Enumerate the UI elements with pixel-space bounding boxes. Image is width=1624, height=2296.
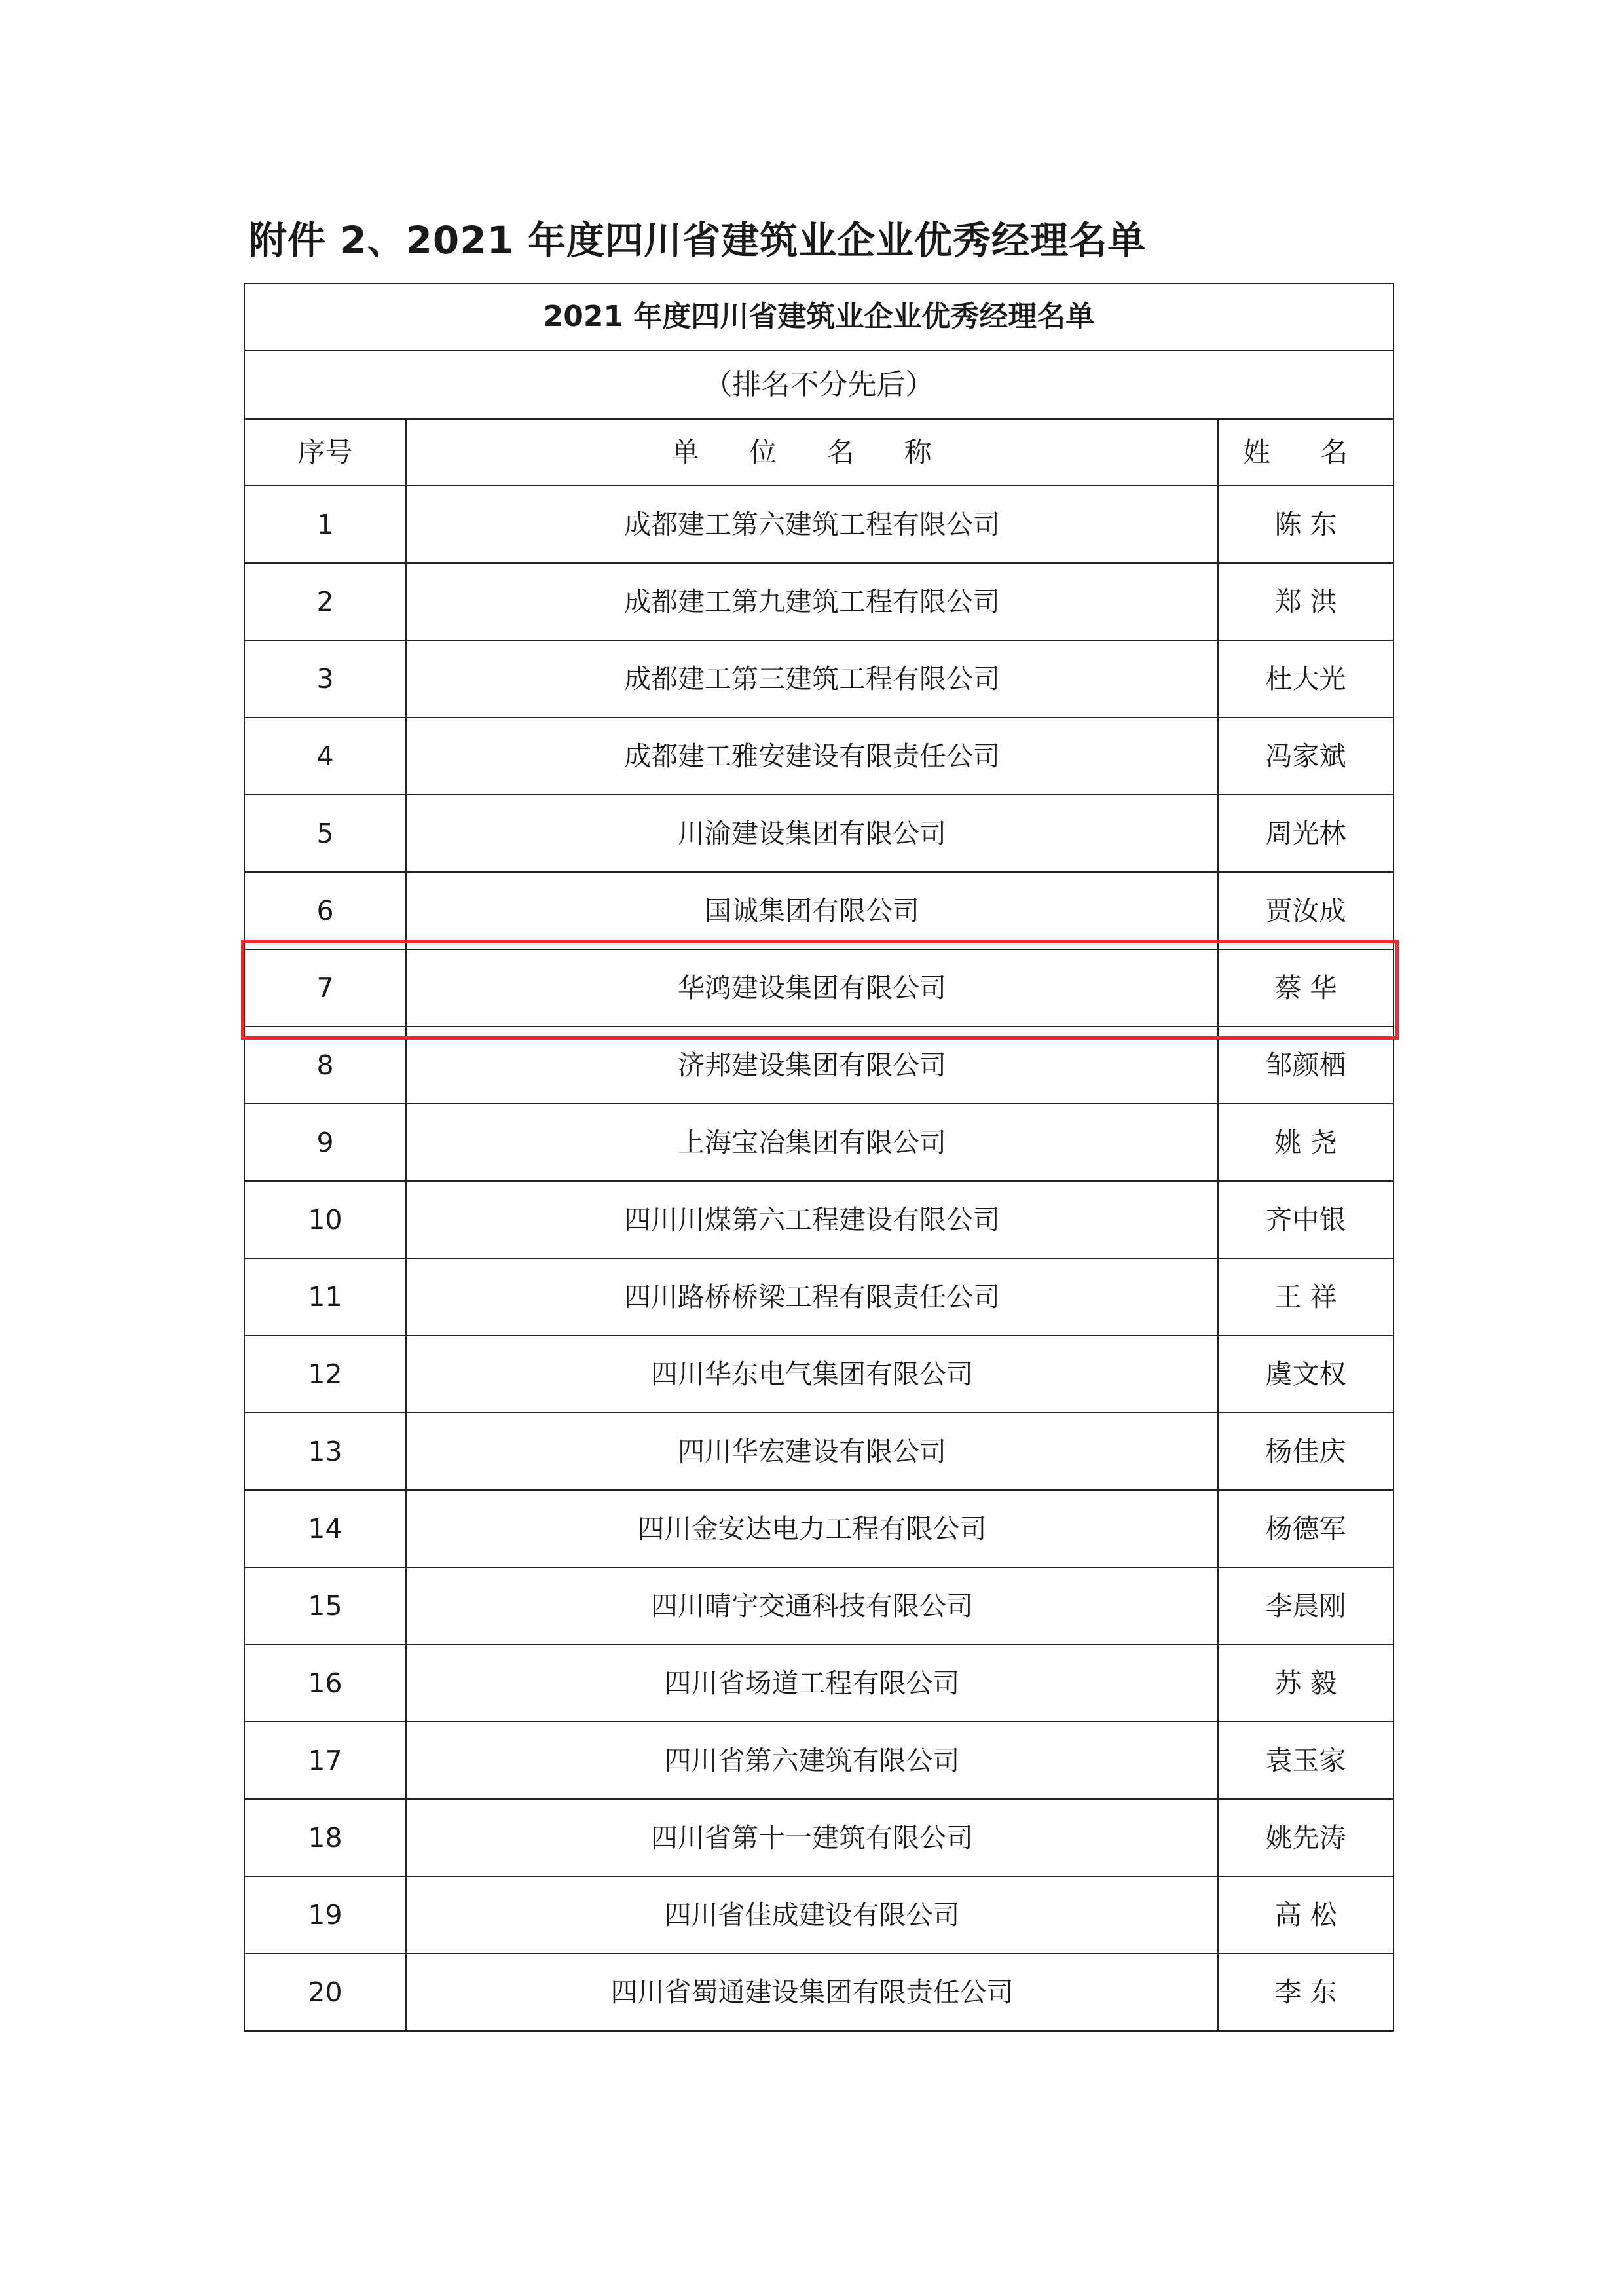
row-number: 7	[244, 949, 406, 1027]
row-number: 13	[244, 1413, 406, 1490]
row-number: 11	[244, 1258, 406, 1336]
column-header-unit: 单 位 名 称	[406, 419, 1218, 486]
row-person-name: 邹颜栖	[1218, 1027, 1393, 1104]
table-row	[244, 1104, 1393, 1181]
row-person-name: 姚 尧	[1218, 1104, 1393, 1181]
table-row	[244, 1027, 1393, 1104]
row-unit-name: 川渝建设集团有限公司	[406, 795, 1218, 872]
table-header-row	[244, 419, 1393, 486]
row-unit-name: 四川省第六建筑有限公司	[406, 1722, 1218, 1799]
table-row	[244, 795, 1393, 872]
row-person-name: 杨佳庆	[1218, 1413, 1393, 1490]
row-unit-name: 四川金安达电力工程有限公司	[406, 1490, 1218, 1567]
row-number: 15	[244, 1567, 406, 1645]
row-unit-name: 华鸿建设集团有限公司	[406, 949, 1218, 1027]
row-person-name: 周光林	[1218, 795, 1393, 872]
table-row	[244, 1336, 1393, 1413]
row-unit-name: 四川晴宇交通科技有限公司	[406, 1567, 1218, 1645]
table-row	[244, 872, 1393, 949]
manager-list-table	[244, 283, 1394, 2032]
row-person-name: 郑 洪	[1218, 563, 1393, 640]
row-person-name: 齐中银	[1218, 1181, 1393, 1258]
row-unit-name: 国诚集团有限公司	[406, 872, 1218, 949]
row-unit-name: 四川华宏建设有限公司	[406, 1413, 1218, 1490]
row-number: 9	[244, 1104, 406, 1181]
row-person-name: 袁玉家	[1218, 1722, 1393, 1799]
table-title: 2021 年度四川省建筑业企业优秀经理名单	[244, 283, 1393, 350]
row-unit-name: 四川省蜀通建设集团有限责任公司	[406, 1954, 1218, 2031]
table-row	[244, 486, 1393, 563]
row-unit-name: 济邦建设集团有限公司	[406, 1027, 1218, 1104]
table-row	[244, 1258, 1393, 1336]
row-number: 6	[244, 872, 406, 949]
row-unit-name: 成都建工第三建筑工程有限公司	[406, 640, 1218, 718]
row-unit-name: 成都建工第六建筑工程有限公司	[406, 486, 1218, 563]
table-row	[244, 718, 1393, 795]
table-row	[244, 1567, 1393, 1645]
row-person-name: 贾汝成	[1218, 872, 1393, 949]
table-row	[244, 640, 1393, 718]
row-person-name: 高 松	[1218, 1876, 1393, 1954]
row-person-name: 冯家斌	[1218, 718, 1393, 795]
row-number: 19	[244, 1876, 406, 1954]
row-person-name: 陈 东	[1218, 486, 1393, 563]
row-number: 2	[244, 563, 406, 640]
table-title-row	[244, 283, 1393, 350]
table-row	[244, 1490, 1393, 1567]
row-person-name: 李 东	[1218, 1954, 1393, 2031]
row-person-name: 姚先涛	[1218, 1799, 1393, 1876]
row-number: 17	[244, 1722, 406, 1799]
table-row	[244, 1181, 1393, 1258]
table-subtitle: （排名不分先后）	[244, 350, 1393, 419]
table-row	[244, 1954, 1393, 2031]
table-row	[244, 1722, 1393, 1799]
row-unit-name: 四川川煤第六工程建设有限公司	[406, 1181, 1218, 1258]
row-unit-name: 四川省第十一建筑有限公司	[406, 1799, 1218, 1876]
row-number: 16	[244, 1645, 406, 1722]
row-person-name: 杨德军	[1218, 1490, 1393, 1567]
row-person-name: 虞文权	[1218, 1336, 1393, 1413]
column-header-name: 姓 名	[1218, 419, 1393, 486]
row-number: 10	[244, 1181, 406, 1258]
row-number: 12	[244, 1336, 406, 1413]
table-row	[244, 563, 1393, 640]
row-person-name: 苏 毅	[1218, 1645, 1393, 1722]
row-unit-name: 成都建工第九建筑工程有限公司	[406, 563, 1218, 640]
column-header-no: 序号	[244, 419, 406, 486]
table-row	[244, 949, 1393, 1027]
table-subtitle-row	[244, 350, 1393, 419]
row-person-name: 李晨刚	[1218, 1567, 1393, 1645]
table-row	[244, 1413, 1393, 1490]
row-person-name: 杜大光	[1218, 640, 1393, 718]
row-number: 18	[244, 1799, 406, 1876]
row-unit-name: 四川华东电气集团有限公司	[406, 1336, 1218, 1413]
row-number: 5	[244, 795, 406, 872]
row-number: 3	[244, 640, 406, 718]
table-row	[244, 1645, 1393, 1722]
row-unit-name: 四川省佳成建设有限公司	[406, 1876, 1218, 1954]
row-unit-name: 四川路桥桥梁工程有限责任公司	[406, 1258, 1218, 1336]
table-row	[244, 1876, 1393, 1954]
row-number: 4	[244, 718, 406, 795]
row-person-name: 王 祥	[1218, 1258, 1393, 1336]
table-row	[244, 1799, 1393, 1876]
row-number: 8	[244, 1027, 406, 1104]
row-unit-name: 成都建工雅安建设有限责任公司	[406, 718, 1218, 795]
row-unit-name: 四川省场道工程有限公司	[406, 1645, 1218, 1722]
row-person-name: 蔡 华	[1218, 949, 1393, 1027]
row-number: 14	[244, 1490, 406, 1567]
row-unit-name: 上海宝冶集团有限公司	[406, 1104, 1218, 1181]
page-heading: 附件 2、2021 年度四川省建筑业企业优秀经理名单	[249, 218, 1147, 263]
row-number: 1	[244, 486, 406, 563]
row-number: 20	[244, 1954, 406, 2031]
